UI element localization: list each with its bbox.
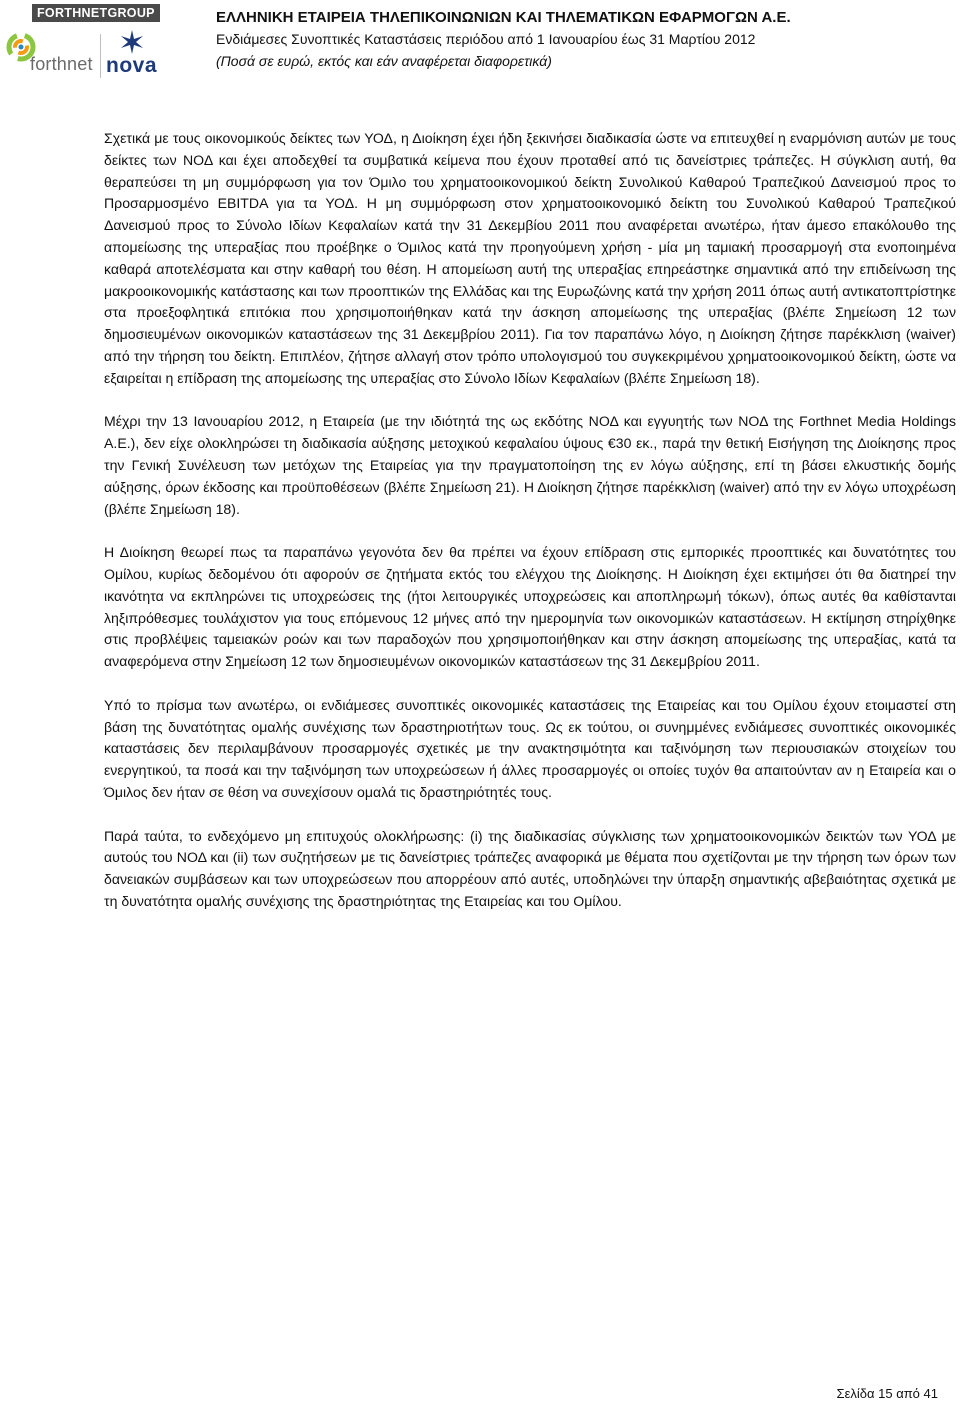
paragraph-4: Υπό το πρίσμα των ανωτέρω, οι ενδιάμεσες συνοπτικές οικονομικές καταστάσεις της Εταιρείας και του Ομίλου έχουν ετοιμαστεί στη βάση της δυνατότητας ομαλής συνέχισης των δραστηριοτήτων τους. Ως εκ τούτου, οι συνημμένες ενδιάμεσες συνοπτικές οικονομικές καταστάσεις δεν περιλαμβάνουν προσαρμογές σχετικές με την ανακτησιμότητα και ταξινόμηση των περιουσιακών στοιχείων του ενεργητικού, τα ποσά και την ταξινόμηση των υποχρεώσεων ή άλλες προσαρμογές οι οποίες τυχόν θα απαιτούνταν αν η Εταιρεία και ο Όμιλος δεν ήταν σε θέση να συνεχίσουν ομαλά τις δραστηριότητές τους.: [104, 696, 956, 800]
document-body: [104, 128, 956, 934]
paragraph-1: Σχετικά με τους οικονομικούς δείκτες των ΥΟΔ, η Διοίκηση έχει ήδη ξεκινήσει διαδικασία ώστε να επιτευχθεί η εναρμόνιση αυτών με τους δείκτες των ΝΟΔ και έχει αποδεχθεί τα συμβατικά κείμενα που έχουν προταθεί από τις δανείστριες τράπεζες. Η σύγκλιση αυτή, θα θεραπεύσει τη μη συμμόρφωση για τον Όμιλο του χρηματοοικονομικού δείκτη Συνολικού Καθαρού Τραπεζικού Δανεισμού προς το Προσαρμοσμένο EBITDA για τα ΥΟΔ. Η μη συμμόρφωση στον χρηματοοικονομικό δείκτη του Συνολικού Καθαρού Τραπεζικού Δανεισμού προς το Σύνολο Ιδίων Κεφαλαίων κατά την 31 Δεκεμβίου 2011 που αναφέρεται ανωτέρω, ήταν άμεσο επακόλουθο της απομείωσης της υπεραξίας που προέβηκε ο Όμιλος κατά την προηγούμενη χρήση - μία μη ταμιακή προσαρμογή στα ενοποιημένα καθαρά αποτελέσματα και στην καθαρή του θέση. Η απομείωση αυτή της υπεραξίας επηρεάστηκε σημαντικά από την επιδείνωση της μακροοικονομικής κατάστασης και των προοπτικών της Ελλάδας και της Ευρωζώνης κατά την χρήση 2011 όπως αυτή αντικατοπτρίστηκε στα προεξοφλητικά επιτόκια που χρησιμοποιήθηκαν κατά την άσκηση απομείωσης της υπεραξίας (βλέπε Σημείωση 12 των δημοσιευμένων οικονομικών καταστάσεων της 31 Δεκεμβρίου 2011). Για τον παραπάνω λόγο, η Διοίκηση ζήτησε παρέκκλιση (waiver) από την τήρηση του δείκτη. Επιπλέον, ζήτησε αλλαγή στον τρόπο υπολογισμού του συγκεκριμένου χρηματοοικονομικού δείκτη, ώστε να εξαιρείται η επίδραση της απομείωσης της υπεραξίας στο Σύνολο Ιδίων Κεφαλαίων (βλέπε Σημείωση 18).: [104, 130, 956, 386]
company-name: ΕΛΛΗΝΙΚΗ ΕΤΑΙΡΕΙΑ ΤΗΛΕΠΙΚΟΙΝΩΝΙΩΝ ΚΑΙ ΤΗΛΕΜΑΤΙΚΩΝ ΕΦΑΡΜΟΓΩΝ Α.Ε.: [216, 9, 791, 26]
paragraph-5: Παρά ταύτα, το ενδεχόμενο μη επιτυχούς ολοκλήρωσης: (i) της διαδικασίας σύγκλισης των χρηματοοικονομικών δεικτών των ΥΟΔ με αυτούς του ΝΟΔ και (ii) των συζητήσεων με τις δανείστριες τράπεζες αναφορικά με θέματα που σχετίζονται με την τήρηση των όρων των δανειακών συμβάσεων και των υποχρεώσεων που απορρέουν από αυτές, υποδηλώνει την ύπαρξη σημαντικής αβεβαιότητας σχετικά με τη δυνατότητα ομαλής συνέχισης της δραστηριότητας της Εταιρείας και του Ομίλου.: [104, 827, 956, 909]
paragraph-2: Μέχρι την 13 Ιανουαρίου 2012, η Εταιρεία (με την ιδιότητά της ως εκδότης ΝΟΔ και εγγυητής των ΝΟΔ της Forthnet Media Holdings A.E.), δεν είχε ολοκληρώσει τη διαδικασία αύξησης μετοχικού κεφαλαίου ύψους €30 εκ., παρά την θετική Εισήγηση της Διοίκησης προς την Γενική Συνέλευση των μετόχων της Εταιρείας για την πραγματοποίηση της εν λόγω αύξησης, επί τη βάσει ελκυστικής δομής αύξησης, όρων έκδοσης και προϋποθέσεων (βλέπε Σημείωση 21). Η Διοίκηση ζήτησε παρέκκλιση (waiver) από την εν λόγω υποχρέωση (βλέπε Σημείωση 18).: [104, 413, 956, 517]
nova-logo: [104, 28, 160, 80]
paragraph-3: Η Διοίκηση θεωρεί πως τα παραπάνω γεγονότα δεν θα πρέπει να έχουν επίδραση στις εμπορικές προοπτικές και δυνατότητες του Ομίλου, κυρίως δεδομένου ότι αφορούν σε ζητήματα εκτός του ελέγχου της Διοίκησης. Η Διοίκηση έχει εκτιμήσει ότι θα διατηρεί την ικανότητα να εκπληρώνει τις υποχρεώσεις της (ήτοι λειτουργικές υποχρεώσεις και αποπληρωμή τόκων), όπως αυτές θα καθίστανται ληξιπρόθεσμες τουλάχιστον για τους επόμενους 12 μήνες από την ημερομηνία των οικονομικών καταστάσεων. Η εκτίμηση στηρίχθηκε στις προβλέψεις ταμειακών ροών και των παραδοχών που χρησιμοποιήθηκαν και στην άσκηση απομείωσης της υπεραξίας, κατά τα αναφερόμενα στην Σημείωση 12 των δημοσιευμένων οικονομικών καταστάσεων της 31 Δεκεμβρίου 2011.: [104, 544, 956, 670]
report-period: Ενδιάμεσες Συνοπτικές Καταστάσεις περιόδου από 1 Ιανουαρίου έως 31 Μαρτίου 2012: [216, 31, 756, 47]
currency-note: (Ποσά σε ευρώ, εκτός και εάν αναφέρεται διαφορετικά): [216, 53, 552, 69]
nova-star-icon: [119, 30, 145, 54]
forthnet-logo-text: forthnet: [30, 54, 93, 74]
nova-logo-text: nova: [106, 54, 158, 77]
forthnet-logo: [6, 30, 102, 80]
logo-divider: [100, 34, 101, 78]
page-header: [0, 0, 960, 84]
page-number: Σελίδα 15 από 41: [836, 1386, 938, 1401]
group-name-badge: FORTHNETGROUP: [32, 4, 160, 22]
